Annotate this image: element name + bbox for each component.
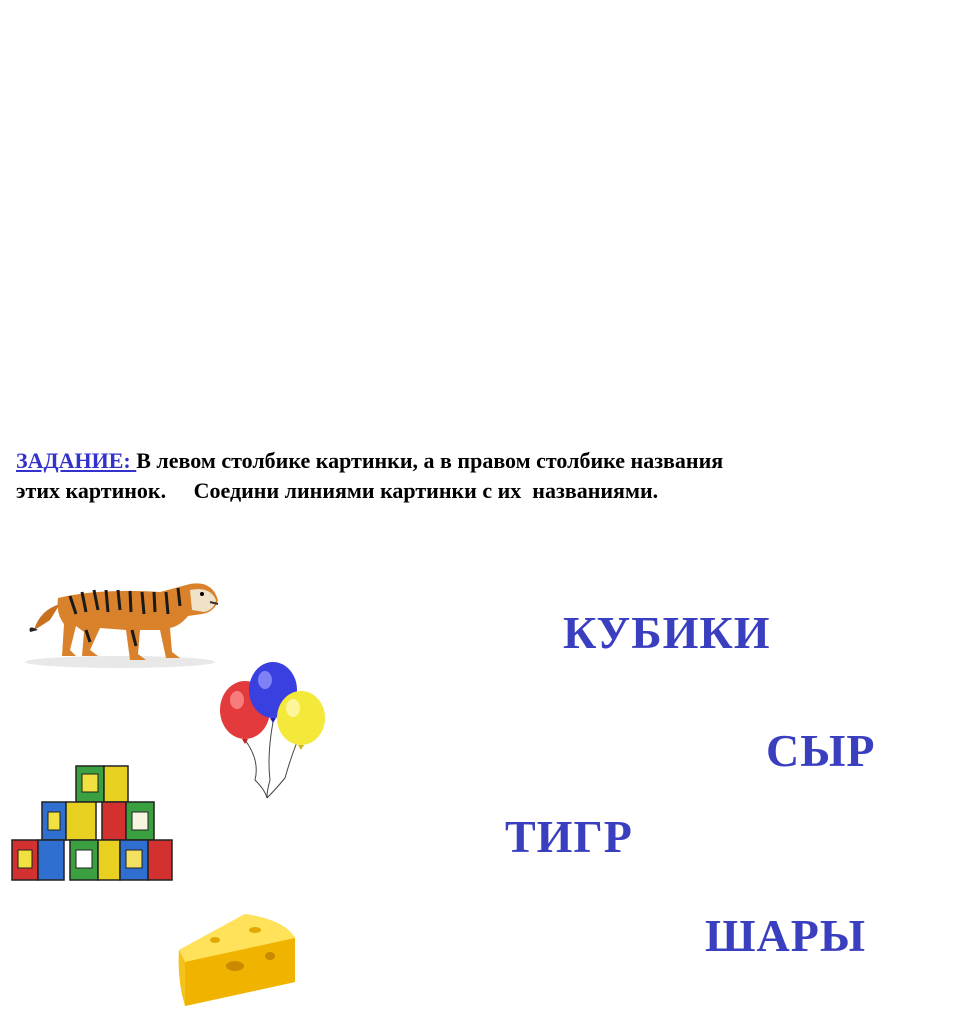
word-tigr[interactable]: ТИГР (505, 811, 633, 862)
word-kubiki[interactable]: КУБИКИ (563, 607, 771, 658)
balloons-picture[interactable] (215, 660, 330, 800)
tiger-picture[interactable] (20, 570, 225, 670)
task-line-1: В левом столбике картинки, а в правом столбике названия (136, 448, 724, 473)
task-line-2: этих картинок. Соедини линиями картинки с их названиями. (16, 478, 659, 503)
word-syr[interactable]: СЫР (766, 725, 876, 776)
toy-blocks-picture[interactable] (8, 762, 178, 887)
cheese-picture[interactable] (175, 910, 300, 1010)
task-text (16, 446, 916, 506)
task-label: ЗАДАНИЕ: (16, 448, 137, 473)
word-shary[interactable]: ШАРЫ (705, 910, 867, 961)
